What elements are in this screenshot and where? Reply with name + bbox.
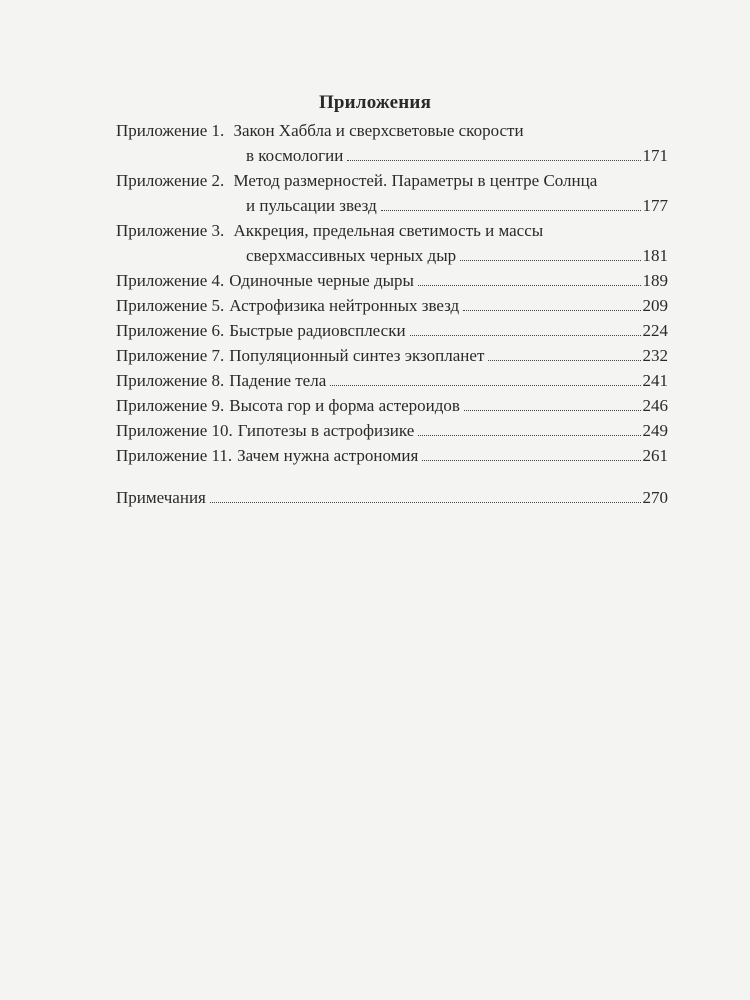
dot-leader: [463, 310, 640, 311]
toc-entry: [116, 168, 668, 218]
dot-leader: [347, 160, 640, 161]
entry-page-number: 241: [642, 371, 668, 390]
entry-number: Приложение 1.: [116, 121, 225, 140]
entry-number: Приложение 6.: [116, 321, 225, 340]
entry-page-number: 261: [642, 446, 668, 465]
toc-entry: [116, 118, 668, 168]
entry-title: Гипотезы в астрофизике: [237, 421, 415, 440]
entry-page-number: 249: [642, 421, 668, 440]
entry-title-line1: Закон Хаббла и сверхсветовые скорости: [233, 121, 524, 140]
entry-number: Приложение 5.: [116, 296, 225, 315]
entry-number: Приложение 11.: [116, 446, 233, 465]
toc-entry: [116, 393, 668, 418]
entry-page-number: 171: [642, 146, 668, 165]
entry-title: Быстрые радиовсплески: [229, 321, 406, 340]
entry-page-number: 224: [642, 321, 668, 340]
entry-title-line1: Метод размерностей. Параметры в центре Солнца: [233, 171, 598, 190]
entry-number: Приложение 10.: [116, 421, 233, 440]
entry-number: Приложение 2.: [116, 171, 225, 190]
entry-number: Приложение 4.: [116, 271, 225, 290]
dot-leader: [381, 210, 641, 211]
toc-entry: [116, 443, 668, 468]
entry-title: Одиночные черные дыры: [229, 271, 414, 290]
entry-title: Популяционный синтез экзопланет: [229, 346, 485, 365]
entry-number: Приложение 8.: [116, 371, 225, 390]
entry-page-number: 181: [642, 246, 668, 265]
toc-entry: [116, 368, 668, 393]
dot-leader: [418, 435, 640, 436]
entry-page-number: 189: [642, 271, 668, 290]
toc-entry: [116, 268, 668, 293]
entry-number: Приложение 3.: [116, 221, 225, 240]
dot-leader: [330, 385, 640, 386]
notes-title: Примечания: [116, 488, 206, 507]
dot-leader: [460, 260, 640, 261]
entry-title: Высота гор и форма астероидов: [229, 396, 460, 415]
entry-title: Падение тела: [229, 371, 327, 390]
toc-entry: [116, 343, 668, 368]
dot-leader: [464, 410, 641, 411]
entry-page-number: 232: [642, 346, 668, 365]
notes-page-number: 270: [642, 488, 668, 507]
toc-entry: [116, 293, 668, 318]
entry-title-line1: Аккреция, предельная светимость и массы: [233, 221, 544, 240]
entry-page-number: 246: [642, 396, 668, 415]
entry-title: Зачем нужна астрономия: [237, 446, 419, 465]
toc-entry: [116, 318, 668, 343]
table-of-contents: [116, 118, 668, 510]
entry-number: Приложение 9.: [116, 396, 225, 415]
dot-leader: [422, 460, 640, 461]
spacer: [116, 468, 668, 485]
section-heading: Приложения: [318, 92, 432, 113]
entry-title: Астрофизика нейтронных звезд: [229, 296, 460, 315]
entry-page-number: 209: [642, 296, 668, 315]
dot-leader: [418, 285, 641, 286]
entry-title-line2: в космологии: [246, 146, 344, 165]
toc-entry-notes: [116, 485, 668, 510]
dot-leader: [410, 335, 641, 336]
entry-title-line2: и пульсации звезд: [246, 196, 377, 215]
entry-title-line2: сверхмассивных черных дыр: [246, 246, 457, 265]
toc-entry: [116, 218, 668, 268]
toc-entry: [116, 418, 668, 443]
entry-page-number: 177: [642, 196, 668, 215]
dot-leader: [488, 360, 640, 361]
dot-leader: [210, 502, 641, 503]
entry-number: Приложение 7.: [116, 346, 225, 365]
